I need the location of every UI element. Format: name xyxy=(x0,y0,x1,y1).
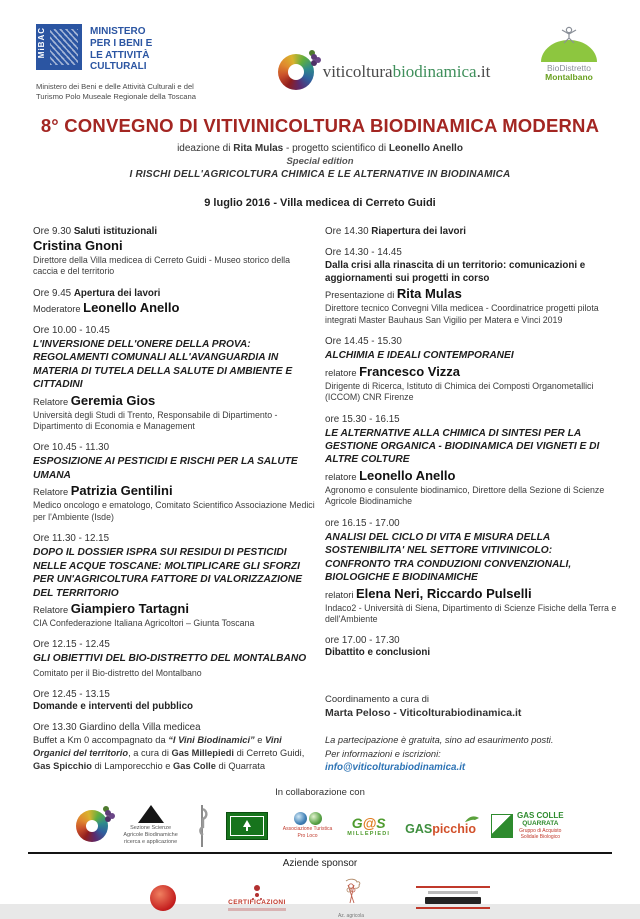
session-time: Ore 9.45 Apertura dei lavori xyxy=(33,287,161,299)
cert-subline xyxy=(228,908,286,911)
speaker-desc: Università degli Studi di Trento, Responsabile di Dipartimento - Dipartimento di Economia e Management xyxy=(33,409,278,431)
session-time: Ore 13.30 Giardino della Villa medicea xyxy=(33,722,201,734)
speaker-name: Rita Mulas xyxy=(396,286,462,302)
viticolturabiodinamica-logo[interactable] xyxy=(232,54,536,90)
speaker-desc: Indaco2 - Università di Siena, Dipartimento di Scienze Fisiche della Terra e dell'Ambiente xyxy=(325,602,617,624)
session-title: Dalla crisi alla rinascita di un territorio: comunicazioni e aggiornamenti sui progetti in corso xyxy=(325,259,586,284)
mibac-art-icon xyxy=(50,29,78,65)
session-time: Ore 14.30 - 14.45 xyxy=(325,246,402,258)
speaker-line: relatore Francesco Vizza xyxy=(325,363,461,379)
speaker-desc: Dirigente di Ricerca, Istituto di Chimica dei Composti Organometallici (ICCOM) CNR Firenze xyxy=(325,380,594,403)
session-pesticidi xyxy=(33,442,315,523)
session-title: ANALISI DEL CICLO DI VITA E MISURA DELLA SOSTENIBILITA' NEL SETTORE VITIVINICOLO: CONFRONTO TRA CONDUZIONI CONVENZIONALI, BIOLOGICHE E BIODINAMICHE xyxy=(325,531,572,584)
session-inversione xyxy=(33,325,315,433)
coordination-label: Coordinamento a cura di xyxy=(325,694,430,706)
session-title: GLI OBIETTIVI DEL BIO-DISTRETTO DEL MONTALBANO xyxy=(33,653,307,665)
azienda-agricola-logo: Az. agricola xyxy=(338,877,364,919)
event-date-venue: 9 luglio 2016 - Villa medicea di Cerreto Guidi xyxy=(204,196,436,209)
session-time: Ore 12.15 - 12.45 xyxy=(33,639,110,651)
speaker-line: Presentazione di Rita Mulas xyxy=(325,286,462,302)
session-time: Ore 10.45 - 11.30 xyxy=(33,442,110,454)
biodistretto-logo xyxy=(536,40,602,82)
collaboration-logos xyxy=(0,804,640,848)
speaker-line: relatori Elena Neri, Riccardo Pulselli xyxy=(325,585,532,601)
session-time: ore 15.30 - 16.15 xyxy=(325,413,400,425)
ring-grapes-icon xyxy=(76,810,108,842)
session-time: ore 16.15 - 17.00 xyxy=(325,517,400,529)
session-domande xyxy=(33,689,315,712)
globe-icon xyxy=(294,812,307,825)
program-column-afternoon xyxy=(325,226,619,783)
session-ciclo-vita xyxy=(325,518,619,626)
session-alternative-chimica xyxy=(325,414,619,508)
ministry-caption: Ministero dei Beni e delle Attività Culturali e del Turismo Polo Museale Regionale della Toscana xyxy=(36,82,196,102)
mibac-acronym: MiBAC xyxy=(37,27,46,59)
byline-name-1: Rita Mulas xyxy=(233,142,284,154)
tomato-logo-icon xyxy=(150,885,176,911)
footer-divider xyxy=(28,852,612,854)
speaker-desc: Direttore della Villa medicea di Cerreto Guidi - Museo storico della caccia e del territorio xyxy=(33,254,291,277)
gas-millepiedi-logo: G@S MILLEPIEDI xyxy=(347,814,391,837)
sponsor-label: Aziende sponsor xyxy=(282,857,358,869)
byline: ideazione di Rita Mulas - progetto scientifico di Leonello Anello xyxy=(177,142,463,154)
session-label: Domande e interventi del pubblico xyxy=(33,701,194,713)
grape-sketch-icon xyxy=(338,877,364,907)
speaker-line: Relatore Giampiero Tartagni xyxy=(33,600,189,616)
associazione-turistica-logo: Associazione Turistica Pro Loco xyxy=(283,812,332,839)
participation-note: La partecipazione è gratuita, sino ad esaurimento posti. Per informazioni e iscrizioni: info@viticolturabiodinamica.it xyxy=(325,735,554,774)
speaker-name: Giampiero Tartagni xyxy=(70,600,189,616)
page-title: 8° CONVEGNO DI VITIVINICOLTURA BIODINAMICA MODERNA xyxy=(40,114,600,136)
speaker-name: Elena Neri, Riccardo Pulselli xyxy=(356,585,532,601)
session-desc: Comitato per il Bio-distretto del Montalbano xyxy=(33,667,202,678)
speaker-name: Francesco Vizza xyxy=(359,363,461,379)
session-title: DOPO IL DOSSIER ISPRA SUI RESIDUI DI PESTICIDI NELLE ACQUE TOSCANE: MOLTIPLICARE GLI SFORZI PER UN'AGRICOLTURA FATTORE DI VALORIZZAZIONE DEL TERRITORIO xyxy=(33,547,302,599)
speaker-line: relatore Leonello Anello xyxy=(325,467,456,483)
session-time: Ore 14.30 Riapertura dei lavori xyxy=(325,225,467,237)
program xyxy=(0,209,640,783)
session-title: L'INVERSIONE DELL'ONERE DELLA PROVA: REGOLAMENTI COMUNALI ALL'AVANGUARDIA IN MATERIA DI TUTELA DELLA SALUTE DI AMBIENTE E CITTADINI xyxy=(33,338,293,391)
ring-grapes-icon xyxy=(278,54,314,90)
speaker-line: Relatore Geremia Gios xyxy=(33,392,156,408)
speaker-name: Cristina Gnoni xyxy=(33,237,123,253)
session-biodistretto xyxy=(33,639,315,679)
speaker-desc: CIA Confederazione Italiana Agricoltori – Giunta Toscana xyxy=(33,617,255,628)
speaker-desc: Medico oncologo e ematologo, Comitato Scientifico Associazione Medici per l'Ambiente (Isde) xyxy=(33,500,315,522)
session-title: ESPOSIZIONE AI PESTICIDI E RISCHI PER LA SALUTE UMANA xyxy=(33,456,298,481)
mibac-logo xyxy=(36,24,82,70)
speaker-name: Leonello Anello xyxy=(83,299,180,315)
sponsor-stripes-logo xyxy=(416,886,490,909)
session-riapertura xyxy=(325,226,619,237)
banner-flag-icon xyxy=(193,805,211,847)
session-apertura xyxy=(33,288,315,315)
woodpecker-icon xyxy=(464,814,480,824)
session-time: ore 17.00 - 17.30 xyxy=(325,635,400,647)
speaker-line: Relatore Patrizia Gentilini xyxy=(33,483,173,499)
edition-label: Special edition xyxy=(286,155,354,167)
speaker-name: Geremia Gios xyxy=(70,392,156,408)
session-time: Ore 10.00 - 10.45 xyxy=(33,324,110,336)
pyramid-icon xyxy=(138,805,164,823)
gas-colle-logo: GAS COLLE QUARRATA Gruppo di Acquisto Solidale Biologico xyxy=(491,811,564,841)
session-crisi-rinascita xyxy=(325,247,619,326)
speaker-desc: Direttore tecnico Convegni Villa medicea - Coordinatrice progetti pilota integrati Master Bauhaus San Vigilio per Matera e Vinci 2019 xyxy=(325,303,599,325)
gaspicchio-logo: GASpicchio xyxy=(405,816,476,836)
collaboration-label: In collaborazione con xyxy=(275,786,365,798)
session-label: Dibattito e conclusioni xyxy=(325,647,431,659)
certificazioni-logo: CERTIFICAZIONI xyxy=(228,885,286,911)
title-block xyxy=(0,115,640,209)
gas-colle-emblem-icon xyxy=(491,814,513,838)
site-wordmark: viticolturabiodinamica.it xyxy=(322,62,491,81)
session-time: Ore 12.45 - 13.15 xyxy=(33,689,110,701)
session-time: Ore 11.30 - 12.15 xyxy=(33,533,110,545)
montalbano-label: Montalbano xyxy=(545,72,593,82)
pro-loco-logo xyxy=(226,812,268,840)
buffet-description: Buffet a Km 0 accompagnato da “I Vini Biodinamici” e Vini Organici del territorio, a cura di Gas Millepiedi di Cerreto Guidi, Gas Spicchio di Lamporecchio e Gas Colle di Quarrata xyxy=(33,735,305,771)
session-title: ALCHIMIA E IDEALI CONTEMPORANEI xyxy=(325,350,514,362)
speaker-desc: Agronomo e consulente biodinamico, Direttore della Sezione di Scienze Agricole Biodinamiche xyxy=(325,484,605,507)
info-email-link[interactable]: info@viticolturabiodinamica.it xyxy=(325,762,466,774)
session-dossier-ispra xyxy=(33,533,315,629)
coordination-name: Marta Peloso - Viticolturabiodinamica.it xyxy=(325,707,522,720)
speaker-name: Patrizia Gentilini xyxy=(70,483,173,499)
hill-icon xyxy=(541,40,597,62)
session-title: LE ALTERNATIVE ALLA CHIMICA DI SINTESI PER LA GESTIONE ORGANICA - BIODINAMICA DEI VIGNETI E DI ALTRE COLTURE xyxy=(325,427,600,466)
biodistretto-label: BioDistretto xyxy=(547,63,591,73)
program-column-morning xyxy=(33,226,315,783)
ministry-title: MINISTERO PER I BENI E LE ATTIVITÀ CULTURALI xyxy=(90,26,153,73)
session-saluti xyxy=(33,226,315,278)
session-time: Ore 14.45 - 15.30 xyxy=(325,336,402,348)
session-buffet xyxy=(33,722,315,772)
session-dibattito xyxy=(325,635,619,658)
sezione-scienze-logo: Sezione Scienze Agricole Biodinamiche ricerca e applicazione xyxy=(123,805,177,846)
session-time: Ore 9.30 Saluti istituzionali xyxy=(33,225,158,237)
header xyxy=(0,0,640,102)
coordination-block xyxy=(325,694,619,719)
globe-icon xyxy=(309,812,322,825)
speaker-line: Moderatore Leonello Anello xyxy=(33,299,180,315)
byline-name-2: Leonello Anello xyxy=(388,142,463,154)
subtitle: I RISCHI DELL'AGRICOLTURA CHIMICA E LE ALTERNATIVE IN BIODINAMICA xyxy=(129,168,511,180)
tree-icon xyxy=(240,819,254,833)
jumping-figure-icon xyxy=(558,26,580,44)
speaker-name: Leonello Anello xyxy=(359,467,456,483)
ornament-icon xyxy=(254,885,260,891)
session-alchimia xyxy=(325,336,619,403)
sponsor-logos xyxy=(0,877,640,919)
mibac-block xyxy=(36,24,232,102)
